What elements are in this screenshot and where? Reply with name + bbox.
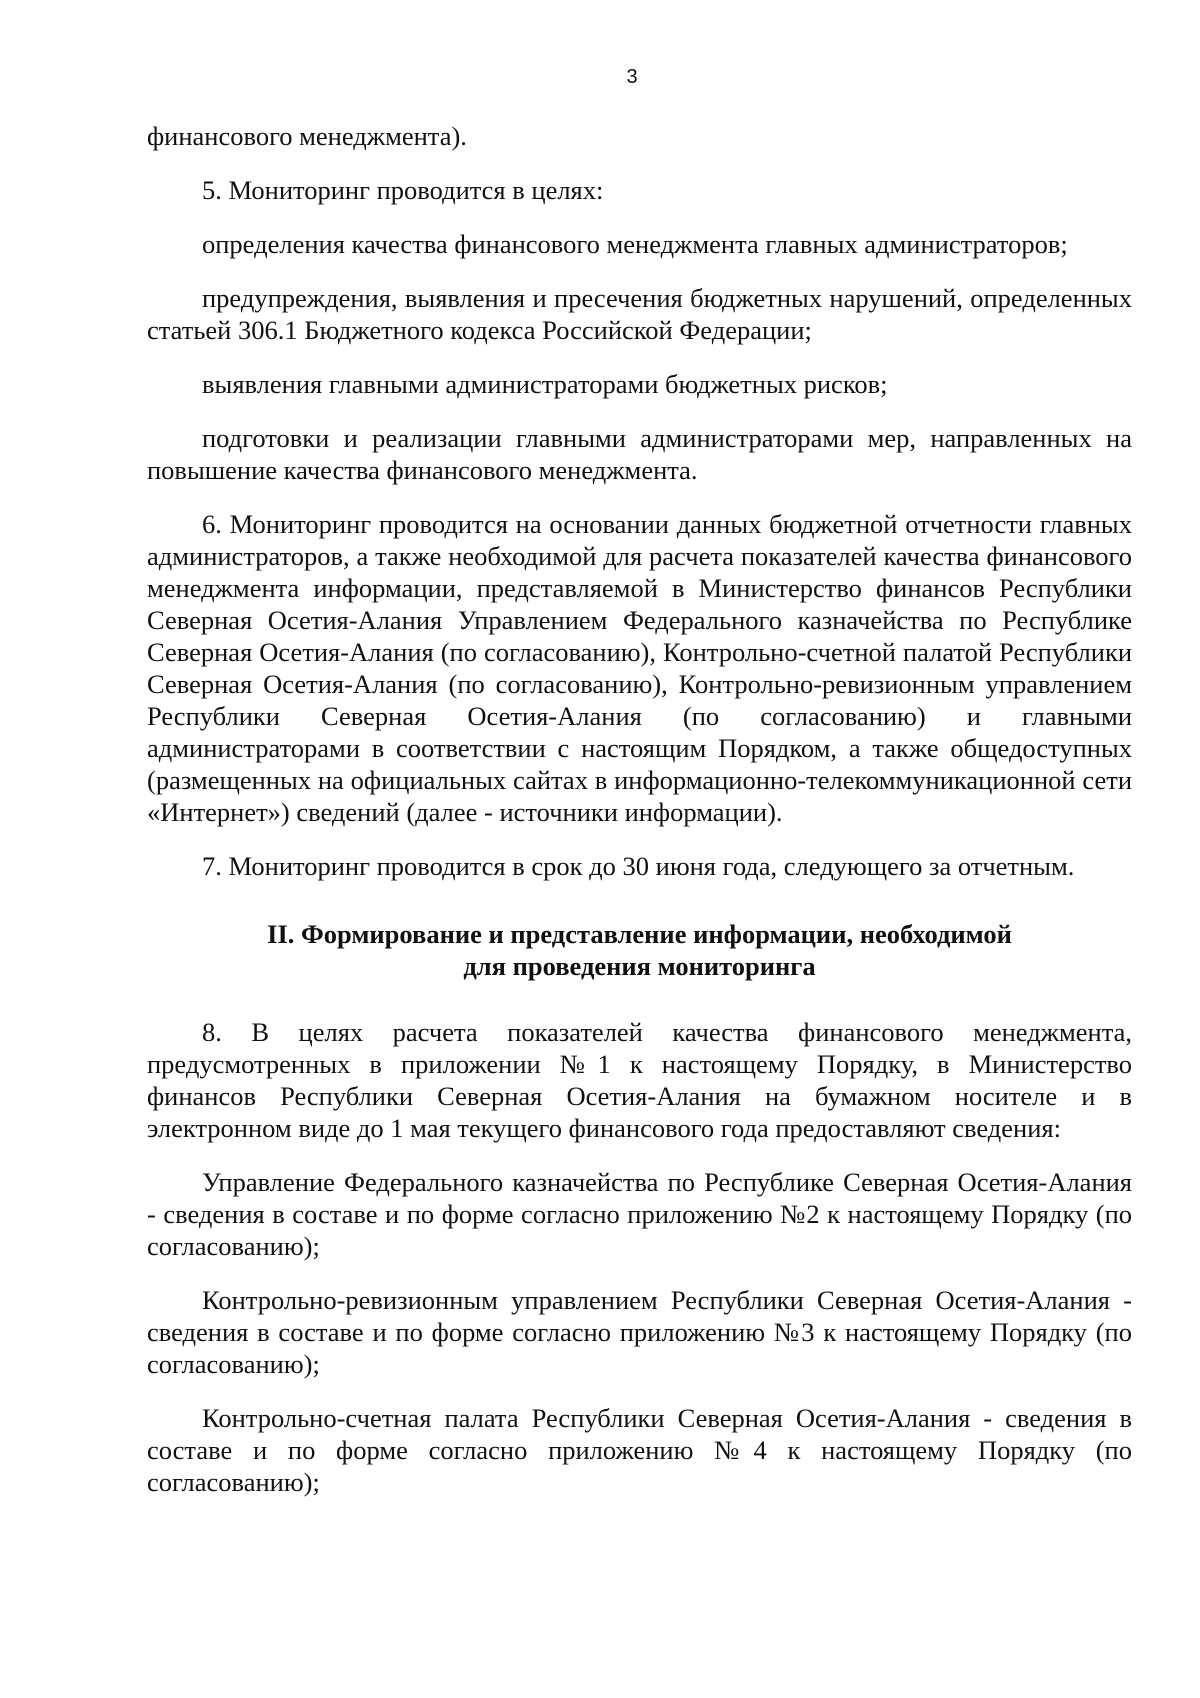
paragraph-item-5: 5. Мониторинг проводится в целях:: [202, 175, 604, 205]
section-heading: [147, 918, 1132, 982]
paragraph-accounts-chamber: Контрольно-счетная палата Республики Северная Осетия-Алания - сведения в составе и по форме согласно приложению №4 к настоящему Порядку (по согласованию);: [147, 1403, 1132, 1497]
paragraph-item-7: 7. Мониторинг проводится в срок до 30 июня года, следующего за отчетным.: [202, 851, 1075, 881]
paragraph-goal-risks: выявления главными администраторами бюджетных рисков;: [202, 369, 888, 399]
section-heading-line-2: для проведения мониторинга: [463, 951, 816, 981]
paragraph-audit-department: Контрольно-ревизионным управлением Республики Северная Осетия-Алания - сведения в составе и по форме согласно приложению №3 к настоящему Порядку (по согласованию);: [147, 1285, 1132, 1379]
section-heading-line-1: II. Формирование и представление информации, необходимой: [267, 919, 1012, 949]
paragraph-treasury: Управление Федерального казначейства по Республике Северная Осетия-Алания - сведения в составе и по форме согласно приложению №2 к настоящему Порядку (по согласованию);: [147, 1167, 1132, 1261]
page-number: 3: [626, 66, 638, 88]
paragraph-item-6: 6. Мониторинг проводится на основании данных бюджетной отчетности главных администраторов, а также необходимой для расчета показателей качества финансового менеджмента информации, представляемой в Министерство финансов Республики Северная Осетия-Алания Управлением Федерального казначейства по Республике Северная Осетия-Алания (по согласованию), Контрольно-счетной палатой Республики Северная Осетия-Алания (по согласованию), Контрольно-ревизионным управлением Республики Северная Осетия-Алания (по согласованию) и главными администраторами в соответствии с настоящим Порядком, а также общедоступных (размещенных на официальных сайтах в информационно-телекоммуникационной сети «Интернет») сведений (далее - источники информации).: [147, 509, 1132, 827]
paragraph-goal-measures: подготовки и реализации главными администраторами мер, направленных на повышение качества финансового менеджмента.: [147, 423, 1132, 485]
document-body: [147, 120, 1132, 1498]
paragraph-goal-violations: предупреждения, выявления и пресечения бюджетных нарушений, определенных статьей 306.1 Бюджетного кодекса Российской Федерации;: [147, 283, 1132, 345]
paragraph-item-8: 8. В целях расчета показателей качества финансового менеджмента, предусмотренных в приложении №1 к настоящему Порядку, в Министерство финансов Республики Северная Осетия-Алания на бумажном носителе и в электронном виде до 1 мая текущего финансового года предоставляют сведения:: [147, 1017, 1132, 1143]
paragraph-goal-quality: определения качества финансового менеджмента главных администраторов;: [202, 229, 1068, 259]
paragraph-continuation: финансового менеджмента).: [147, 121, 467, 151]
